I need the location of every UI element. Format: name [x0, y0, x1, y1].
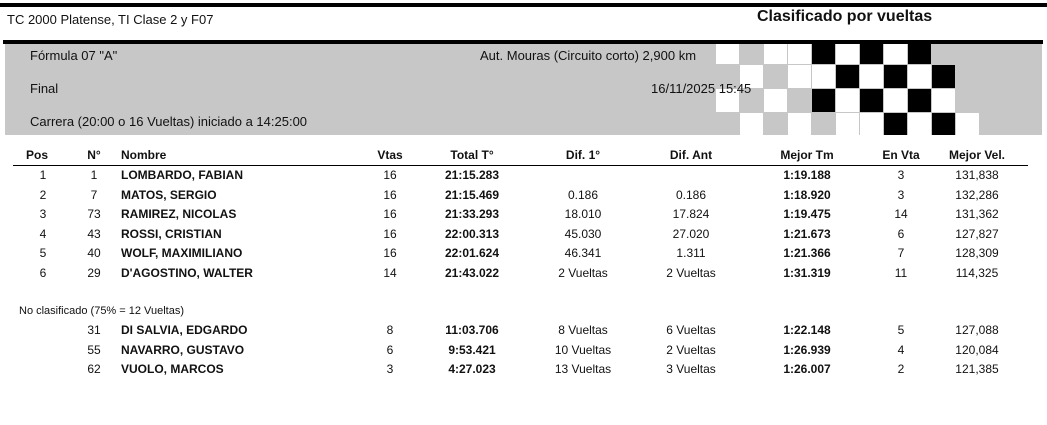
laps-cell: 8	[386, 323, 394, 337]
best-lap-cell: 1:18.920	[783, 187, 831, 202]
gap-previous-cell: 3 Vueltas	[666, 362, 716, 376]
report-title: Clasificado por vueltas	[757, 8, 933, 25]
best-lap-cell: 1:19.475	[783, 207, 831, 222]
driver-name-cell: NAVARRO, GUSTAVO	[121, 342, 245, 357]
pos-cell: 4	[39, 226, 47, 241]
best-lap-cell: 1:26.939	[783, 342, 831, 357]
checker-square	[908, 44, 931, 64]
number-cell: 7	[90, 187, 98, 202]
pos-cell: 6	[39, 266, 47, 280]
total-time-cell: 21:43.022	[444, 266, 500, 280]
gap-previous-cell: 6 Vueltas	[666, 323, 716, 337]
checker-square	[884, 113, 907, 135]
gap-first-cell: 0.186	[567, 187, 599, 202]
best-speed-cell: 127,827	[955, 226, 999, 241]
best-speed-cell: 132,286	[955, 187, 999, 202]
best-lap-number-cell: 7	[897, 246, 905, 261]
gap-previous-cell: 17.824	[672, 207, 710, 222]
checker-square	[812, 89, 835, 112]
number-cell: 40	[87, 246, 101, 261]
best-lap-cell: 1:31.319	[783, 266, 831, 280]
col-header-gap-first: Dif. 1°	[565, 148, 601, 162]
total-time-cell: 9:53.421	[448, 342, 496, 357]
gap-previous-cell: 1.311	[676, 246, 706, 261]
driver-name-cell: ROSSI, CRISTIAN	[121, 226, 222, 241]
checker-square	[956, 113, 979, 135]
checker-square	[836, 44, 859, 64]
checker-square	[860, 113, 883, 135]
laps-cell: 3	[386, 362, 394, 376]
laps-cell: 16	[383, 226, 397, 241]
best-lap-number-cell: 3	[897, 168, 905, 182]
col-header-best-lap: Mejor Tm	[780, 148, 834, 162]
total-time-cell: 11:03.706	[445, 323, 499, 337]
top-rule	[0, 3, 1047, 7]
circuit-label: Aut. Mouras (Circuito corto) 2,900 km	[480, 48, 697, 63]
driver-name-cell: MATOS, SERGIO	[121, 187, 217, 202]
checker-square	[884, 65, 907, 88]
checker-square	[932, 65, 955, 88]
pos-cell: 3	[39, 207, 47, 222]
best-speed-cell: 127,088	[955, 323, 999, 337]
best-lap-number-cell: 14	[894, 207, 908, 222]
total-time-cell: 21:15.283	[444, 168, 500, 182]
best-lap-number-cell: 11	[894, 266, 908, 280]
pos-cell: 1	[39, 168, 47, 182]
checker-square	[836, 65, 859, 88]
gap-first-cell: 46.341	[564, 246, 602, 261]
best-lap-cell: 1:26.007	[783, 362, 831, 376]
col-header-pos: Pos	[25, 148, 49, 162]
gap-first-cell: 2 Vueltas	[558, 266, 608, 280]
best-speed-cell: 121,385	[955, 362, 999, 376]
checker-square	[932, 113, 955, 135]
driver-name-cell: RAMIREZ, NICOLAS	[121, 207, 237, 222]
checker-square	[884, 89, 907, 112]
gap-first-cell: 13 Vueltas	[554, 362, 612, 376]
total-time-cell: 21:33.293	[444, 207, 500, 222]
gap-previous-cell: 2 Vueltas	[666, 342, 716, 357]
checker-square	[788, 44, 811, 64]
laps-cell: 14	[383, 266, 397, 280]
gap-first-cell: 45.030	[564, 226, 602, 241]
table-header-rule	[13, 165, 1028, 166]
best-lap-cell: 1:22.148	[783, 323, 831, 337]
event-title: TC 2000 Platense, TI Clase 2 y F07	[7, 12, 214, 27]
gap-first-cell: 10 Vueltas	[554, 342, 612, 357]
race-info-label: Carrera (20:00 o 16 Vueltas) iniciado a 14:25:00	[30, 114, 308, 129]
event-info-band	[5, 44, 1042, 135]
best-speed-cell: 120,084	[955, 342, 999, 357]
not-classified-label: No clasificado (75% = 12 Vueltas)	[19, 305, 184, 317]
best-lap-cell: 1:19.188	[783, 168, 831, 182]
gap-previous-cell: 27.020	[672, 226, 710, 241]
best-lap-number-cell: 6	[897, 226, 905, 241]
best-speed-cell: 131,838	[955, 168, 999, 182]
laps-cell: 16	[383, 187, 397, 202]
col-header-best-speed: Mejor Vel.	[948, 148, 1006, 162]
checker-square	[764, 89, 787, 112]
driver-name-cell: DI SALVIA, EDGARDO	[121, 323, 248, 337]
laps-cell: 16	[383, 246, 397, 261]
gap-previous-cell: 0.186	[675, 187, 707, 202]
number-cell: 29	[87, 266, 101, 280]
best-lap-number-cell: 2	[897, 362, 905, 376]
driver-name-cell: WOLF, MAXIMILIANO	[121, 246, 243, 261]
gap-first-cell: 8 Vueltas	[558, 323, 608, 337]
checker-square	[740, 113, 763, 135]
best-lap-number-cell: 3	[897, 187, 905, 202]
best-speed-cell: 114,325	[955, 266, 999, 280]
checker-square	[812, 44, 835, 64]
total-time-cell: 22:01.624	[444, 246, 500, 261]
best-speed-cell: 131,362	[955, 207, 999, 222]
driver-name-cell: VUOLO, MARCOS	[121, 362, 224, 376]
laps-cell: 6	[386, 342, 394, 357]
checker-square	[788, 113, 811, 135]
col-header-number: N°	[87, 148, 101, 162]
number-cell: 73	[87, 207, 101, 222]
checker-square	[908, 113, 931, 135]
col-header-name: Nombre	[121, 148, 167, 162]
pos-cell: 5	[39, 246, 47, 261]
checker-square	[908, 65, 931, 88]
checker-square	[716, 44, 739, 64]
gap-first-cell: 18.010	[564, 207, 602, 222]
best-lap-number-cell: 5	[897, 323, 905, 337]
laps-cell: 16	[383, 168, 397, 182]
checker-square	[812, 65, 835, 88]
best-lap-cell: 1:21.673	[783, 226, 831, 241]
best-speed-cell: 128,309	[955, 246, 999, 261]
checker-square	[764, 44, 787, 64]
session-label: Final	[30, 81, 59, 96]
checker-square	[908, 89, 931, 112]
gap-previous-cell: 2 Vueltas	[666, 266, 716, 280]
checker-square	[860, 44, 883, 64]
checker-square	[884, 44, 907, 64]
driver-name-cell: D'AGOSTINO, WALTER	[121, 266, 253, 280]
category-label: Fórmula 07 "A"	[30, 48, 118, 63]
total-time-cell: 4:27.023	[448, 362, 496, 376]
col-header-laps: Vtas	[377, 148, 403, 162]
number-cell: 1	[90, 168, 98, 182]
number-cell: 31	[87, 323, 101, 337]
total-time-cell: 21:15.469	[444, 187, 500, 202]
datetime-label: 16/11/2025 15:45	[651, 81, 752, 96]
checker-square	[860, 89, 883, 112]
col-header-gap-previous: Dif. Ant	[669, 148, 713, 162]
checker-square	[860, 65, 883, 88]
laps-cell: 16	[383, 207, 397, 222]
checker-square	[836, 113, 859, 135]
best-lap-number-cell: 4	[897, 342, 905, 357]
pos-cell: 2	[39, 187, 47, 202]
number-cell: 55	[87, 342, 101, 357]
checker-square	[788, 65, 811, 88]
col-header-total: Total T°	[450, 148, 494, 162]
best-lap-cell: 1:21.366	[783, 246, 831, 261]
checker-square	[836, 89, 859, 112]
checker-square	[932, 89, 955, 112]
total-time-cell: 22:00.313	[444, 226, 500, 241]
number-cell: 62	[87, 362, 101, 376]
driver-name-cell: LOMBARDO, FABIAN	[121, 168, 243, 182]
number-cell: 43	[87, 226, 101, 241]
col-header-best-lap-number: En Vta	[882, 148, 920, 162]
